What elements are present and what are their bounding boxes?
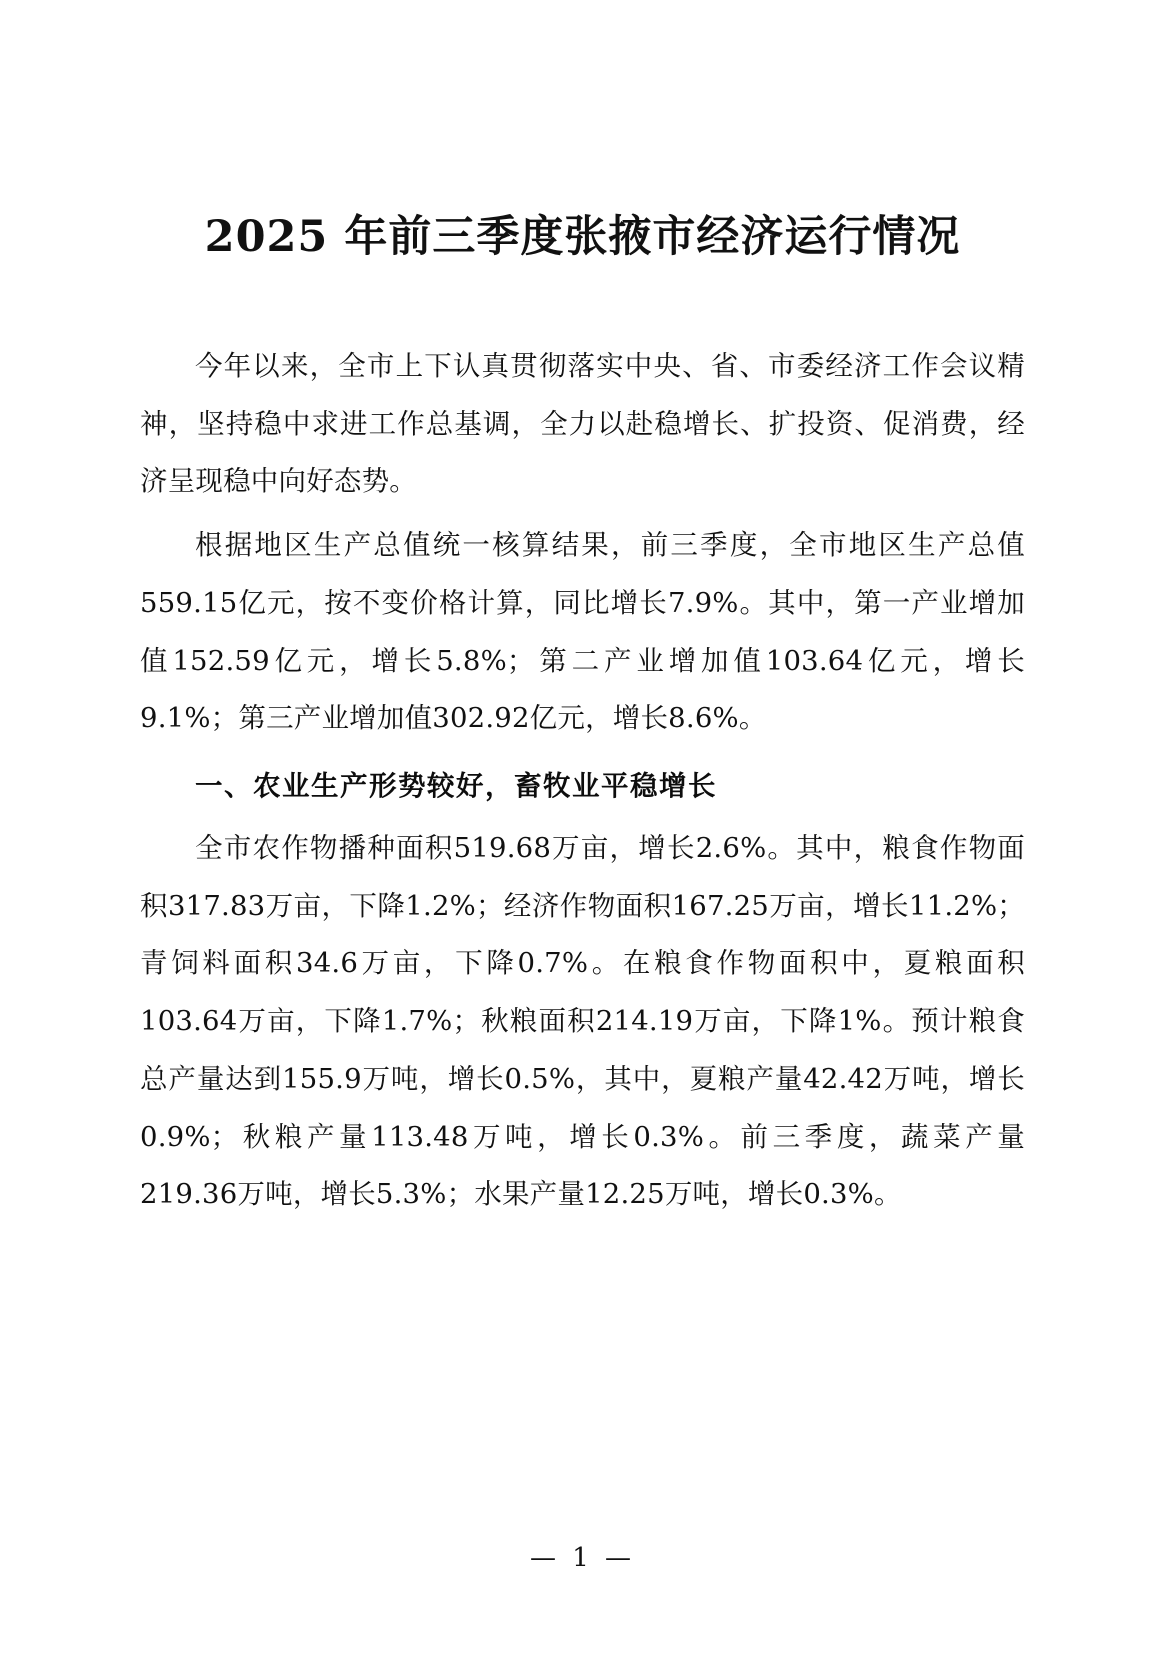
page-title: 2025 年前三季度张掖市经济运行情况: [204, 212, 961, 262]
paragraph-intro: 今年以来，全市上下认真贯彻落实中央、省、市委经济工作会议精神，坚持稳中求进工作总基调，全力以赴稳增长、扩投资、促消费，经济呈现稳中向好态势。: [140, 349, 1025, 498]
paragraph-agriculture: 全市农作物播种面积519.68万亩，增长2.6%。其中，粮食作物面积317.83万亩，下降1.2%；经济作物面积167.25万亩，增长11.2%；青饲料面积34.6万亩，下降0.7%。在粮食作物面积中，夏粮面积103.64万亩，下降1.7%；秋粮面积214.19万亩，下降1%。预计粮食总产量达到155.9万吨，增长0.5%，其中，夏粮产量42.42万吨，增长0.9%；秋粮产量113.48万吨，增长0.3%。前三季度，蔬菜产量219.36万吨，增长5.3%；水果产量12.25万吨，增长0.3%。: [140, 831, 1025, 1211]
page-number: — 1 —: [529, 1543, 636, 1573]
document-body: [140, 338, 1025, 1224]
paragraph-gdp: 根据地区生产总值统一核算结果，前三季度，全市地区生产总值559.15亿元，按不变价格计算，同比增长7.9%。其中，第一产业增加值152.59亿元，增长5.8%；第二产业增加值103.64亿元，增长9.1%；第三产业增加值302.92亿元，增长8.6%。: [140, 529, 1025, 735]
section-heading-agriculture: 一、农业生产形势较好，畜牧业平稳增长: [195, 770, 717, 803]
